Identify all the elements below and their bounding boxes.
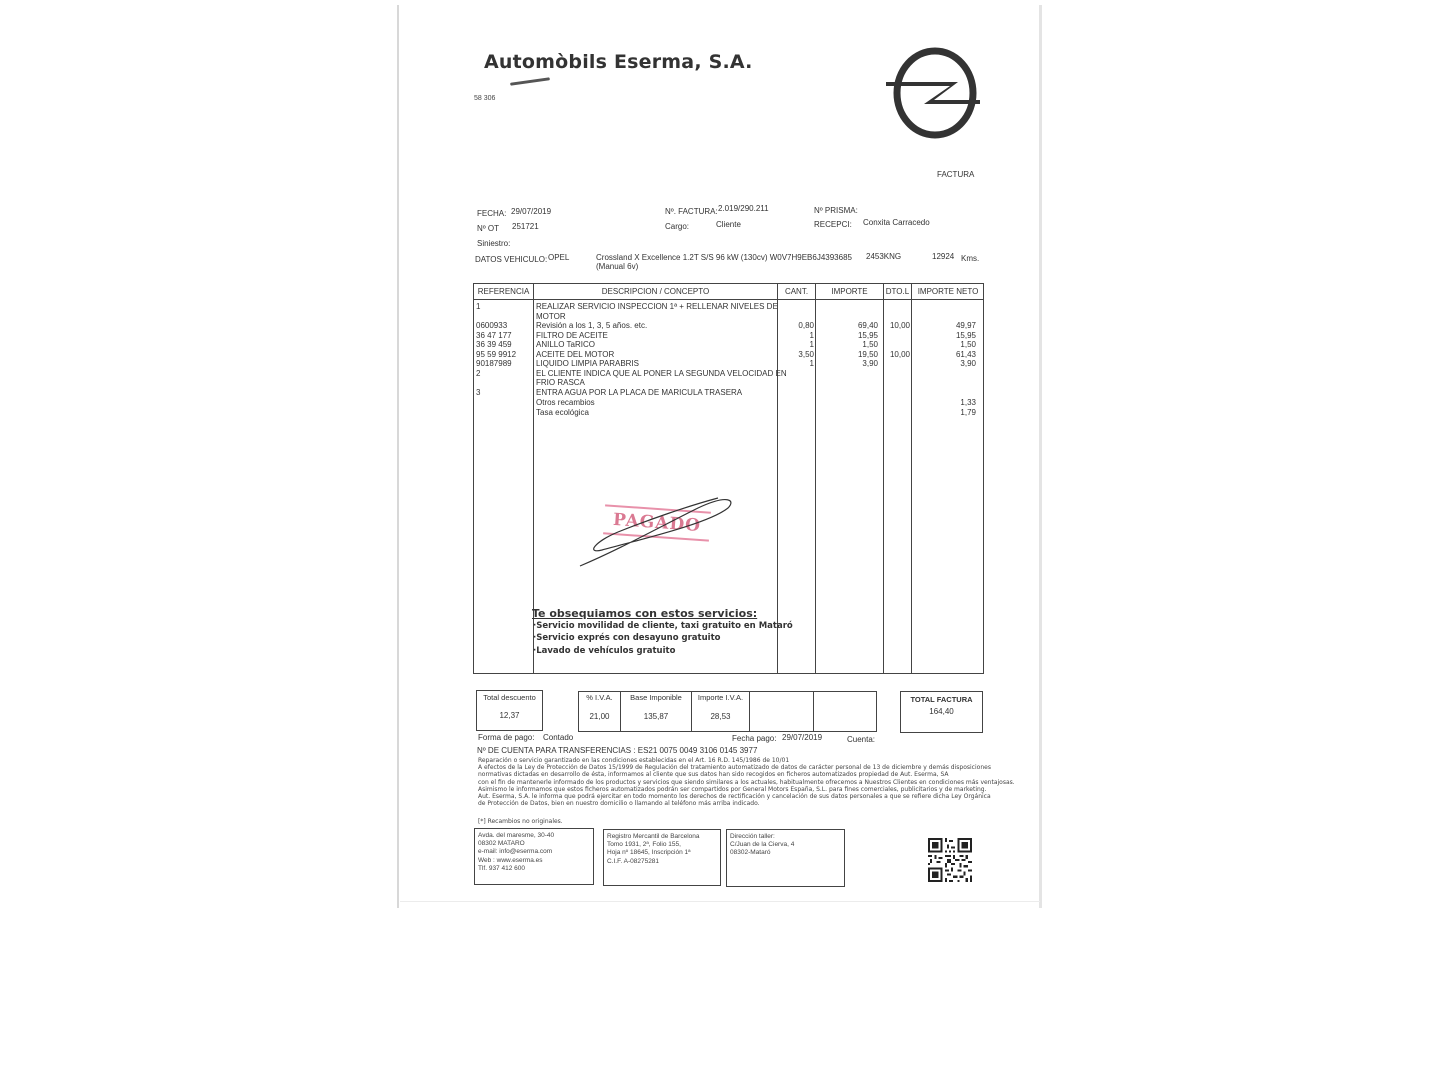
row-cant: 1 [809, 330, 814, 340]
qr-code-icon [928, 838, 972, 882]
row-desc: REALIZAR SERVICIO INSPECCION 1ª + RELLENAR NIVELES DE [536, 302, 778, 311]
row-ref: 95 59 9912 [476, 349, 517, 359]
row-importe: 1,50 [862, 340, 878, 349]
row-desc: MOTOR [536, 311, 566, 321]
phone-line: Tlf. 937 412 600 [478, 864, 525, 872]
page-bottom-edge [400, 901, 1040, 902]
row-ref: 2 [476, 368, 481, 378]
vehiculo-transmission: (Manual 6v) [596, 262, 639, 271]
legal-text [478, 757, 1015, 807]
row-desc: Tasa ecológica [536, 408, 589, 417]
company-name: Automòbils Eserma, S.A. [484, 51, 753, 73]
row-desc: ENTRA AGUA POR LA PLACA DE MARICULA TRASERA [536, 387, 743, 397]
total-descuento-value: 12,37 [499, 711, 520, 720]
row-desc: ANILLO TaRICO [536, 340, 595, 349]
row-neto: 61,43 [955, 349, 976, 359]
fecha-pago-label: Fecha pago: [732, 734, 777, 743]
recepci-label: RECEPCI: [814, 220, 852, 229]
address-line: 08302 MATARO [478, 840, 525, 848]
row-desc: FRIO RASCA [536, 378, 585, 387]
row-desc: Otros recambios [536, 398, 595, 407]
promo-item: ·Servicio exprés con desayuno gratuito [533, 633, 721, 643]
registry-box [603, 829, 721, 886]
iva-pct-label: % I.V.A. [586, 693, 613, 702]
web-line: Web : www.eserma.es [478, 856, 543, 864]
ot-value: 251721 [512, 222, 539, 231]
row-desc: Revisión a los 1, 3, 5 años. etc. [536, 321, 648, 330]
row-neto: 1,33 [960, 398, 976, 407]
legal-line: normativas dictadas en desarrollo de ésta, informamos al cliente que sus datos han sido recogidos en ficheros automatizados propiedad de Aut. Eserma, SA [478, 771, 949, 779]
header-importe: IMPORTE [831, 287, 868, 296]
vehiculo-brand: OPEL [548, 253, 570, 262]
document-type: FACTURA [937, 170, 975, 179]
header-cantidad: CANT. [784, 287, 809, 296]
vehiculo-km: 12924 [932, 252, 955, 261]
signature-icon [578, 488, 738, 570]
fecha-value: 29/07/2019 [511, 207, 552, 216]
fecha-pago-value: 29/07/2019 [782, 733, 823, 742]
ot-label: Nº OT [477, 224, 500, 233]
promo-item: ·Servicio movilidad de cliente, taxi gratuito en Mataró [533, 621, 793, 631]
cuenta-label: Cuenta: [847, 735, 876, 744]
factura-value: 2.019/290.211 [718, 204, 769, 213]
siniestro-label: Siniestro: [477, 239, 511, 248]
promo-item: ·Lavado de vehículos gratuito [533, 646, 676, 656]
row-cant: 1 [809, 359, 814, 368]
prisma-label: Nº PRISMA: [814, 206, 858, 215]
registry-line: Hoja nº 18645, Inscripción 1ª [607, 849, 691, 857]
row-neto: 3,90 [960, 359, 976, 368]
dealer-code: 58 306 [474, 95, 496, 102]
row-desc: ACEITE DEL MOTOR [536, 349, 615, 359]
row-ref: 36 47 177 [476, 330, 512, 340]
legal-line: Asimismo le informamos que estos ficheros automatizados podrán ser compartidos por General Motors España, S.L. para fines comerciales, publicitarios y de marketing. [478, 785, 987, 793]
header-importe-neto: IMPORTE NETO [917, 287, 979, 296]
workshop-label: Dirección taller: [730, 833, 775, 840]
row-desc: EL CLIENTE INDICA QUE AL PONER LA SEGUNDA VELOCIDAD EN [536, 368, 787, 378]
column-divider [883, 283, 884, 674]
iva-pct-value: 21,00 [589, 712, 610, 721]
recambios-note: [*] Recambios no originales. [478, 818, 563, 825]
legal-line: Reparación o servicio garantizado en las condiciones establecidas en el Art. 16 R.D. 145/1986 de 10/01 [478, 757, 790, 764]
total-factura-value: 164,40 [929, 707, 954, 716]
promo-title: Te obsequiamos con estos servicios: [532, 607, 758, 620]
row-neto: 1,79 [960, 408, 976, 417]
legal-line: Aut. Eserma, S.A. le informa que podrá ejercitar en todo momento los derechos de rectificación y cancelación de sus datos personales a que se refiere dicha Ley Orgánica [478, 793, 991, 801]
base-imponible-label: Base Imponible [630, 693, 682, 702]
opel-logo-icon [884, 46, 982, 140]
row-ref: 3 [476, 387, 481, 397]
vehiculo-model: Crossland X Excellence 1.2T S/S 96 kW (130cv) W0V7H9EB6J4393685 [596, 253, 852, 262]
cargo-value: Cliente [716, 220, 741, 229]
workshop-line: 08302-Mataró [730, 849, 771, 857]
importe-iva-value: 28,53 [710, 712, 731, 721]
row-neto: 49,97 [955, 321, 976, 330]
row-ref: 36 39 459 [476, 340, 512, 349]
workshop-line: C/Juan de la Cierva, 4 [730, 841, 795, 849]
row-neto: 1,50 [960, 340, 976, 349]
row-dto: 10,00 [889, 321, 910, 330]
cif-line: C.I.F. A-08275281 [607, 857, 660, 865]
recepci-value: Conxita Carracedo [863, 218, 930, 227]
column-divider [813, 691, 814, 732]
registry-line: Registro Mercantil de Barcelona [607, 833, 700, 840]
forma-pago-value: Contado [543, 733, 574, 742]
workshop-address-box [726, 829, 845, 887]
table-header-divider [473, 299, 984, 300]
company-address-box [474, 828, 594, 885]
legal-line: de Protección de Datos, bien en nuestro domicilio o llamando al teléfono más arriba indicado. [478, 800, 760, 808]
cargo-label: Cargo: [665, 222, 690, 231]
address-line: Avda. del maresme, 30-40 [478, 832, 555, 839]
legal-line: A efectos de la Ley de Protección de Datos 15/1999 de Regulación del tratamiento automatizado de datos de carácter personal de 13 de diciembre y demás disposiciones [478, 764, 991, 772]
row-neto: 15,95 [955, 330, 976, 340]
column-divider [749, 691, 750, 732]
row-importe: 19,50 [857, 349, 878, 359]
importe-iva-label: Importe I.V.A. [697, 693, 744, 702]
row-ref: 0600933 [476, 321, 508, 330]
total-factura-label: TOTAL FACTURA [910, 695, 973, 704]
vehiculo-plate: 2453KNG [866, 252, 902, 261]
row-dto: 10,00 [889, 349, 910, 359]
row-ref: 1 [476, 302, 481, 311]
header-descripcion: DESCRIPCION / CONCEPTO [601, 287, 710, 296]
legal-line: con el fin de mantenerle informado de los productos y servicios que siendo similares a los actuales, habitualmente ofrecemos a Nuestros Clientes en condiciones más ventajosas. [478, 778, 1015, 786]
vehiculo-label: DATOS VEHICULO: [475, 255, 548, 264]
registry-line: Tomo 1931, 2ª, Folio 155, [607, 841, 681, 849]
base-imponible-value: 135,87 [643, 712, 669, 721]
header-descuento: DTO.L [885, 287, 910, 296]
total-descuento-label: Total descuento [483, 693, 536, 702]
email-line: e-mail: info@eserma.com [478, 848, 553, 856]
forma-pago-label: Forma de pago: [478, 733, 535, 742]
transfer-account: Nº DE CUENTA PARA TRANSFERENCIAS : ES21 0075 0049 3106 0145 3977 [477, 746, 758, 755]
row-importe: 15,95 [857, 330, 878, 340]
factura-label: Nº. FACTURA: [665, 207, 718, 216]
vehiculo-km-unit: Kms. [961, 254, 980, 263]
row-desc: FILTRO DE ACEITE [536, 330, 608, 340]
row-importe: 69,40 [857, 321, 878, 330]
paid-stamp: PAGADO [603, 504, 711, 541]
row-cant: 3,50 [798, 349, 814, 359]
row-ref: 90187989 [476, 359, 512, 368]
fecha-label: FECHA: [477, 209, 507, 218]
row-importe: 3,90 [862, 359, 878, 368]
header-referencia: REFERENCIA [477, 287, 530, 296]
row-cant: 1 [809, 340, 814, 349]
row-cant: 0,80 [798, 321, 814, 330]
row-desc: LIQUIDO LIMPIA PARABRIS [536, 359, 639, 368]
